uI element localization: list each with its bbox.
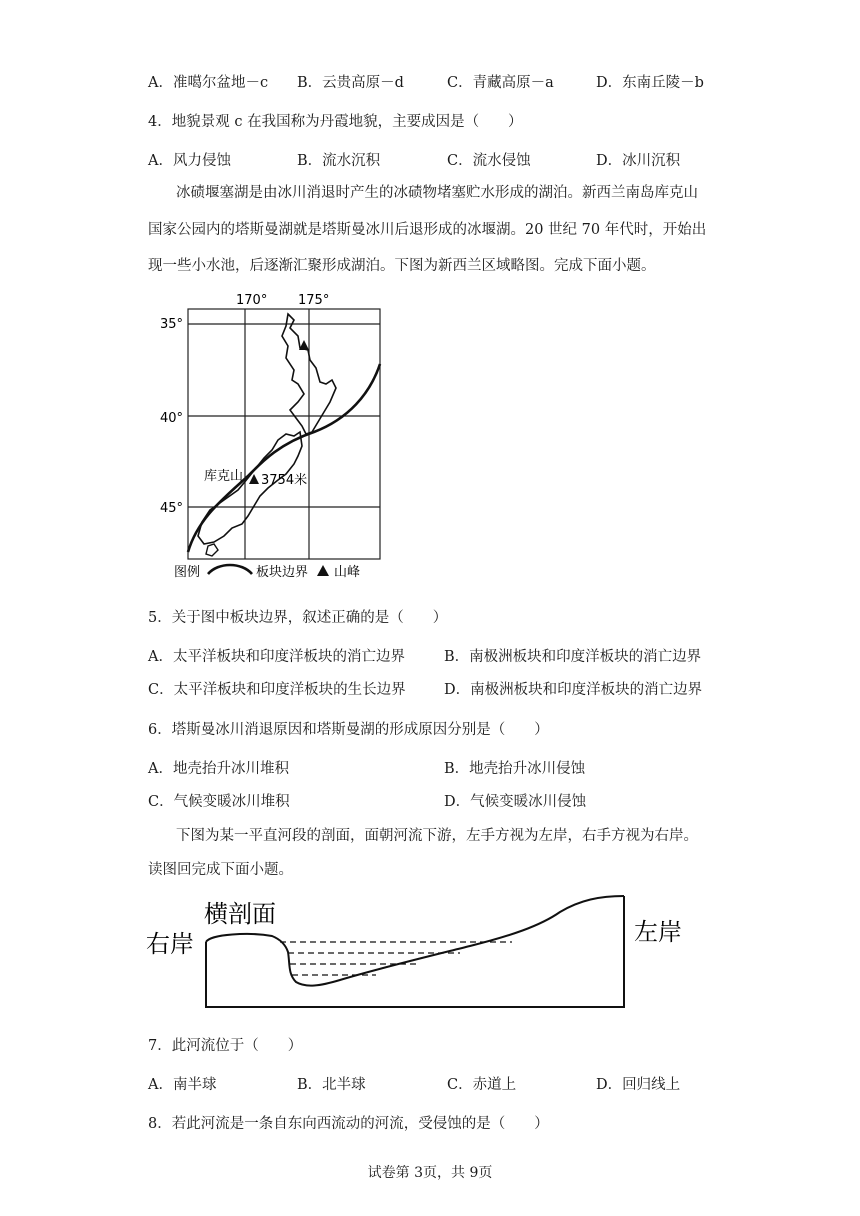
left-bank-label: 左岸 xyxy=(634,918,682,946)
south-island-outline xyxy=(198,432,302,544)
legend-title: 图例 xyxy=(174,565,201,580)
q7-option-c: C．赤道上 xyxy=(447,1077,517,1093)
peak-name-label: 库克山 xyxy=(204,469,244,484)
passage-1-line-2: 国家公园内的塔斯曼湖就是塔斯曼冰川后退形成的冰堰湖。20 世纪 70 年代时，开始出 xyxy=(148,222,707,238)
q5-option-d: D．南极洲板块和印度洋板块的消亡边界 xyxy=(444,682,703,698)
q5-option-b: B．南极洲板块和印度洋板块的消亡边界 xyxy=(444,649,702,665)
legend-peak-icon xyxy=(317,565,329,576)
q5-option-a: A．太平洋板块和印度洋板块的消亡边界 xyxy=(148,649,405,665)
q3-option-d: D．东南丘陵－b xyxy=(596,75,704,91)
q5-option-c: C．太平洋板块和印度洋板块的生长边界 xyxy=(148,682,406,698)
q3-option-c: C．青藏高原－a xyxy=(447,75,554,91)
lon-label-170: 170° xyxy=(236,293,268,308)
lat-label-40: 40° xyxy=(160,411,184,426)
lat-label-45: 45° xyxy=(160,501,184,516)
q4-option-c: C．流水侵蚀 xyxy=(447,153,531,169)
profile-title: 横剖面 xyxy=(204,900,276,928)
q6-option-d: D．气候变暖冰川侵蚀 xyxy=(444,794,587,810)
question-5-stem: 5．关于图中板块边界，叙述正确的是（ ） xyxy=(148,610,448,626)
question-8-stem: 8．若此河流是一条自东向西流动的河流，受侵蚀的是（ ） xyxy=(148,1116,549,1132)
passage-2-line-2: 读图回完成下面小题。 xyxy=(148,862,293,878)
legend-boundary-symbol xyxy=(208,565,252,574)
q4-option-d: D．冰川沉积 xyxy=(596,153,681,169)
right-bank-label: 右岸 xyxy=(146,930,194,958)
q7-option-d: D．回归线上 xyxy=(596,1077,681,1093)
legend-boundary-label: 板块边界 xyxy=(256,565,309,580)
peak-height-label: 3754米 xyxy=(261,473,308,488)
question-4-stem: 4．地貌景观 c 在我国称为丹霞地貌，主要成因是（ ） xyxy=(148,114,523,130)
passage-1-line-1: 冰碛堰塞湖是由冰川消退时产生的冰碛物堵塞贮水形成的湖泊。新西兰南岛库克山 xyxy=(176,185,698,201)
q7-option-b: B．北半球 xyxy=(297,1077,366,1093)
legend-peak-label: 山峰 xyxy=(334,565,361,580)
q3-option-b: B．云贵高原－d xyxy=(297,75,404,91)
q4-option-a: A．风力侵蚀 xyxy=(148,153,231,169)
new-zealand-map xyxy=(148,284,398,584)
map-grid xyxy=(188,309,380,559)
map-legend xyxy=(174,564,360,580)
passage-1-line-3: 现一些小水池，后逐渐汇聚形成湖泊。下图为新西兰区域略图。完成下面小题。 xyxy=(148,258,656,274)
lon-label-175: 175° xyxy=(298,293,330,308)
q3-option-a: A．准噶尔盆地－c xyxy=(148,75,269,91)
plate-boundary-line xyxy=(188,364,380,552)
q6-option-a: A．地壳抬升冰川堆积 xyxy=(148,761,289,777)
lat-label-35: 35° xyxy=(160,317,184,332)
water-level-lines xyxy=(280,942,512,975)
q6-option-b: B．地壳抬升冰川侵蚀 xyxy=(444,761,586,777)
stewart-island-outline xyxy=(206,544,218,556)
passage-2-line-1: 下图为某一平直河段的剖面，面朝河流下游，左手方视为左岸，右手方视为右岸。 xyxy=(176,828,698,844)
q6-option-c: C．气候变暖冰川堆积 xyxy=(148,794,290,810)
page-footer: 试卷第 3页，共 9页 xyxy=(367,1165,493,1181)
q4-option-b: B．流水沉积 xyxy=(297,153,381,169)
q7-option-a: A．南半球 xyxy=(148,1077,217,1093)
peak-marker-north xyxy=(299,340,309,350)
river-profile-diagram xyxy=(140,890,700,1020)
question-6-stem: 6．塔斯曼冰川消退原因和塔斯曼湖的形成原因分别是（ ） xyxy=(148,722,549,738)
question-7-stem: 7．此河流位于（ ） xyxy=(148,1038,303,1054)
